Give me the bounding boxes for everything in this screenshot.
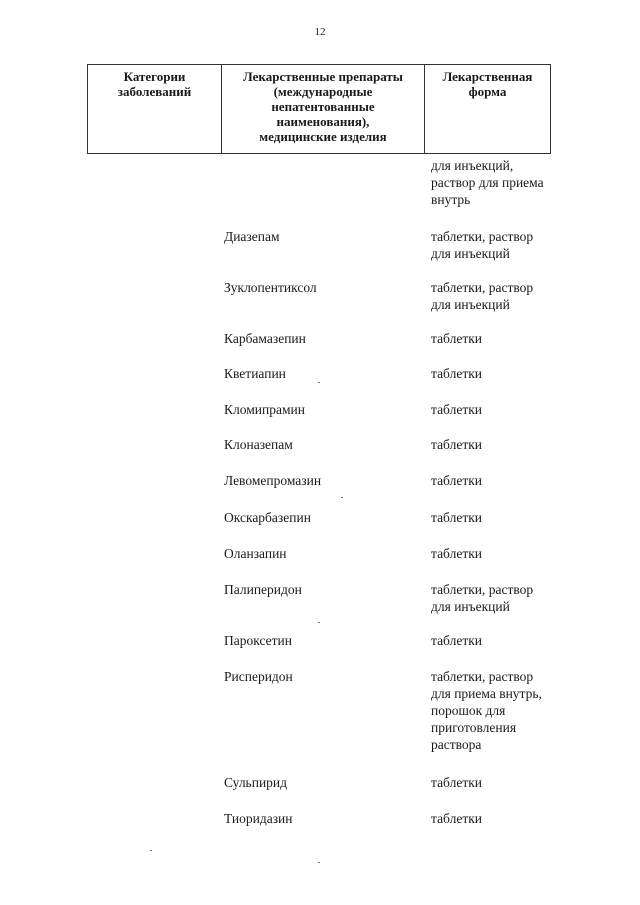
dosage-form-line: таблетки bbox=[431, 775, 483, 790]
dosage-form bbox=[431, 581, 581, 615]
dosage-form bbox=[431, 436, 581, 453]
drug-name: Сульпирид bbox=[224, 775, 288, 790]
dosage-form-line: таблетки bbox=[431, 473, 483, 488]
dosage-form-line: для инъекций bbox=[431, 297, 510, 312]
drug-name: Палиперидон bbox=[224, 582, 302, 597]
dosage-form-line: таблетки, раствор bbox=[431, 280, 534, 295]
drug-name: Оланзапин bbox=[224, 546, 287, 561]
dosage-form-line: таблетки bbox=[431, 402, 483, 417]
header-form: Лекарственная форма bbox=[424, 65, 550, 153]
dosage-form bbox=[431, 365, 581, 382]
dosage-form bbox=[431, 509, 581, 526]
dosage-form bbox=[431, 472, 581, 489]
dosage-form-line: таблетки bbox=[431, 331, 483, 346]
dosage-form bbox=[431, 545, 581, 562]
page-number: 12 bbox=[314, 26, 326, 38]
dosage-form-line: порошок для bbox=[431, 703, 506, 718]
dosage-form bbox=[431, 401, 581, 418]
scan-speck bbox=[318, 382, 320, 383]
drug-name: Клоназепам bbox=[224, 437, 293, 452]
dosage-form-line: таблетки bbox=[431, 510, 483, 525]
dosage-form-line: таблетки bbox=[431, 546, 483, 561]
dosage-form-line: таблетки, раствор bbox=[431, 582, 534, 597]
scan-speck bbox=[150, 850, 152, 851]
dosage-form-line: таблетки, раствор bbox=[431, 669, 534, 684]
drug-name: Пароксетин bbox=[224, 633, 292, 648]
drug-name: Рисперидон bbox=[224, 669, 293, 684]
drug-name: Кломипрамин bbox=[224, 402, 305, 417]
dosage-form bbox=[431, 668, 581, 753]
dosage-form-line: для инъекций bbox=[431, 599, 510, 614]
dosage-form bbox=[431, 330, 581, 347]
drug-name: Диазепам bbox=[224, 229, 280, 244]
dosage-form-line: раствора bbox=[431, 737, 482, 752]
drug-name: Окскарбазепин bbox=[224, 510, 311, 525]
dosage-form-line: таблетки bbox=[431, 811, 483, 826]
drug-name: Тиоридазин bbox=[224, 811, 293, 826]
drug-name: Левомепромазин bbox=[224, 473, 322, 488]
dosage-form-line: таблетки bbox=[431, 633, 483, 648]
dosage-form-line: для приема внутрь, bbox=[431, 686, 542, 701]
header-categories: Категории заболеваний bbox=[117, 69, 192, 99]
scan-speck bbox=[318, 862, 320, 863]
dosage-form-line: приготовления bbox=[431, 720, 517, 735]
drug-name: Карбамазепин bbox=[224, 331, 306, 346]
scan-speck bbox=[341, 497, 343, 498]
dosage-form bbox=[431, 774, 581, 791]
dosage-form-line: таблетки bbox=[431, 437, 483, 452]
dosage-form bbox=[431, 228, 581, 262]
drug-name: Кветиапин bbox=[224, 366, 286, 381]
dosage-form bbox=[431, 632, 581, 649]
scan-speck bbox=[318, 622, 320, 623]
dosage-form bbox=[431, 810, 581, 827]
header-drugs: Лекарственные препараты (международные непатентованные наименования), медицинские изделия bbox=[221, 65, 424, 153]
drug-name: Зуклопентиксол bbox=[224, 280, 317, 295]
dosage-form-line: таблетки, раствор bbox=[431, 229, 534, 244]
dosage-form bbox=[431, 279, 581, 313]
table-header bbox=[87, 64, 551, 154]
continued-form-text: для инъекций, раствор для приема внутрь bbox=[431, 158, 544, 207]
dosage-form-line: для инъекций bbox=[431, 246, 510, 261]
dosage-form-line: таблетки bbox=[431, 366, 483, 381]
